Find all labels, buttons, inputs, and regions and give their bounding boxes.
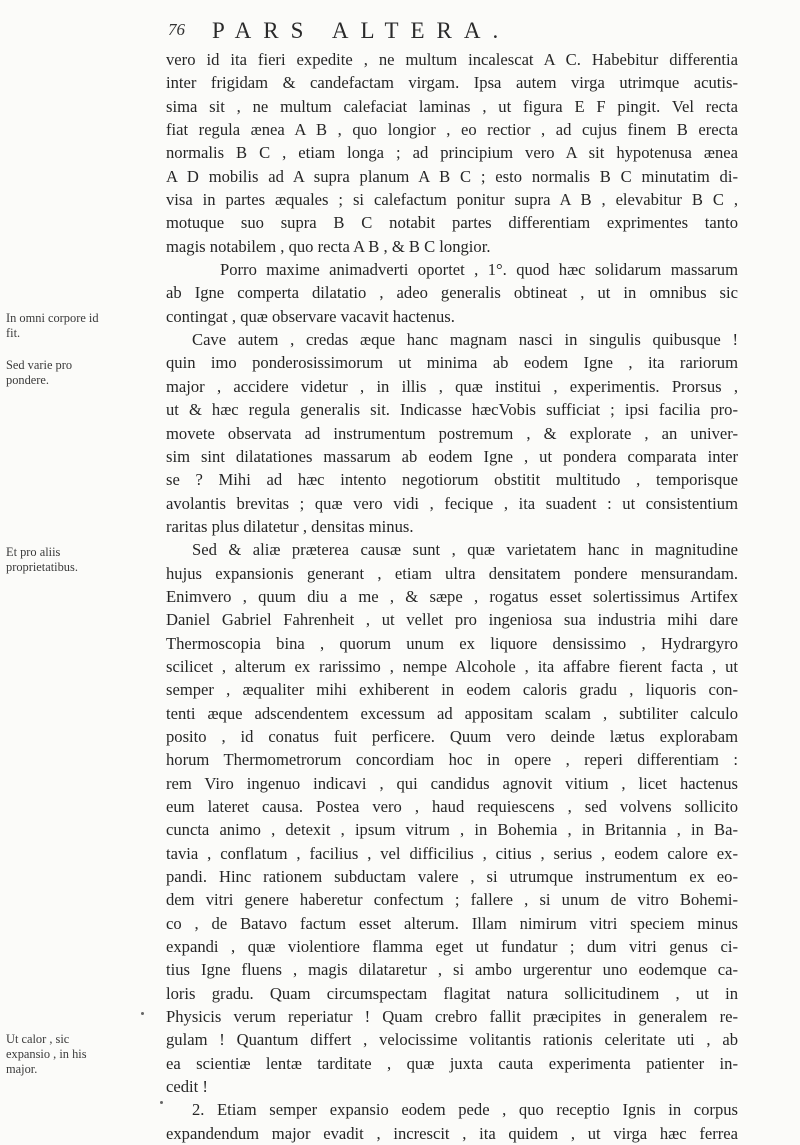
text-line: Daniel Gabriel Fahrenheit , ut vellet pro ingeniosa sua industria mihi dare — [166, 610, 738, 630]
text-line: Cave autem , credas æque hanc magnam nasci in singulis quibusque ! — [192, 330, 738, 350]
text-line: ab Igne comperta dilatatio , adeo generalis obtineat , ut in omnibus sic — [166, 283, 738, 303]
text-line: eum lateret causa. Postea vero , haud requiescens , sed volvens sollicito — [166, 797, 738, 816]
text-line: contingat , quæ observare vacavit hactenus. — [166, 306, 455, 326]
text-line: sim sint dilatationes massarum ab eodem Igne , ut pondera comparata inter — [166, 446, 738, 466]
text-line: rem Viro ingenuo indicavi , qui candidus agnovit vitium , licet hactenus — [166, 773, 738, 793]
text-line: quin imo ponderosissimorum ut minima ab eodem Igne , ita rariorum — [166, 353, 738, 373]
text-line: fiat regula ænea A B , quo longior , eo rectior , ad cujus finem B erecta — [166, 120, 738, 140]
margin-note-varie-pondere: Sed varie pro pondere. — [6, 358, 73, 387]
text-line: hujus expansionis generant , etiam ultra densitatem pondere mensurandam. — [166, 563, 738, 583]
text-line: co , de Batavo factum esset alterum. Illam nimirum vitri speciem minus — [166, 913, 738, 933]
text-line: inter frigidam & candefactam virgam. Ipsa autem virga utrimque acutis- — [166, 73, 738, 93]
page-number: 76 — [168, 20, 185, 39]
text-line: Thermoscopia bina , quorum unum ex liquore densissimo , Hydrargyro — [166, 633, 738, 653]
text-line: cuncta animo , detexit , ipsum vitrum , in Bohemia , in Britannia , in Ba- — [166, 820, 738, 840]
text-line: semper , æqualiter mihi exhiberent in eodem caloris gradu , liquoris con- — [166, 680, 738, 700]
text-line: scilicet , alterum ex rarissimo , nempe Alcohole , ita affabre fierent facta , ut — [166, 656, 738, 676]
text-line: tavia , conflatum , facilius , vel difficilius , citius , serius , eodem calore ex- — [166, 843, 738, 863]
text-line: se ? Mihi ad hæc intento negotiorum obstitit multitudo , temporisque — [166, 470, 738, 490]
text-line: sima sit , ne multum calefaciat laminas , ut figura E F pingit. Vel recta — [166, 96, 738, 116]
text-line: Sed & aliæ præterea causæ sunt , quæ varietatem hanc in magnitudine — [192, 540, 738, 560]
ink-speck — [141, 1012, 144, 1015]
text-line: 2. Etiam semper expansio eodem pede , quo receptio Ignis in corpus — [192, 1100, 738, 1120]
body-text — [166, 48, 738, 1145]
text-line: dem vitri genere haberetur confectum ; fallere , si unum de vitro Bohemi- — [166, 890, 738, 910]
text-line: major , accidere videtur , in illis , quæ institui , experimentis. Prorsus , — [166, 376, 738, 396]
text-line: magis notabilem , quo recta A B , & B C longior. — [166, 236, 491, 256]
text-line: A D mobilis ad A supra planum A B C ; esto normalis B C minutatim di- — [166, 166, 738, 186]
text-line: raritas plus dilatetur , densitas minus. — [166, 516, 414, 536]
text-line: expandi , quæ violentiore flamma eget ut fundatur ; dum vitri genus ci- — [166, 937, 738, 957]
text-line: motuque suo supra B C notabit partes differentiam exprimentes tanto — [166, 213, 738, 233]
text-line: pandi. Hinc rationem subductam valere , si utrumque instrumentum ex eo- — [166, 867, 738, 887]
page-header — [168, 18, 728, 44]
text-line: avolantis brevitas ; quæ vero vidi , fecique , ita suadent : ut consistentium — [166, 493, 738, 513]
text-line: Porro maxime animadverti oportet , 1°. quod hæc solidarum massarum — [220, 260, 738, 280]
text-line: ut & hæc regula generalis sit. Indicasse hæcVobis sufficiat ; ipsi facilia pro- — [166, 400, 738, 420]
text-line: cedit ! — [166, 1077, 208, 1097]
margin-note-aliis-proprietatibus: Et pro aliis proprietatibus. — [6, 545, 78, 574]
ink-speck — [160, 1101, 163, 1104]
text-line: movete observata ad instrumentum postremum , & explorate , an univer- — [166, 423, 738, 443]
text-line: Enimvero , quum diu a me , & sæpe , rogatus esset solertissimus Artifex — [166, 586, 738, 606]
margin-note-calor-expansio: Ut calor , sic expansio , in his major. — [6, 1032, 87, 1076]
text-line: horum Thermometrorum concordiam hoc in opere , reperi differentiam : — [166, 750, 738, 770]
text-line: vero id ita fieri expedite , ne multum incalescat A C. Habebitur differentia — [166, 50, 738, 69]
text-line: Physicis verum reperiatur ! Quam crebro fallit præcipites in generalem re- — [166, 1007, 738, 1027]
text-line: gulam ! Quantum differt , velocissime volitantis rationis celeritate uti , ab — [166, 1030, 738, 1050]
text-line: tenti æque adscendentem excessum ad appositam scalam , subtiliter calculo — [166, 703, 738, 723]
text-line: tius Igne fluens , magis dilataretur , si ambo urgerentur uno eodemque ca- — [166, 960, 738, 980]
text-line: posito , id conatus fuit perficere. Quum vero deinde lætus explorabam — [166, 726, 738, 746]
text-line: normalis B C , etiam longa ; ad principium vero A sit hypotenusa ænea — [166, 143, 738, 163]
margin-note-omni-corpore: In omni corpore id fit. — [6, 311, 99, 340]
text-line: ea scientiæ lentæ tarditate , quæ juxta cauta experimenta patienter in- — [166, 1053, 738, 1073]
running-title: PARS ALTERA. — [212, 18, 511, 43]
text-line: loris gradu. Quam circumspectam flagitat natura sollicitudinem , ut in — [166, 983, 738, 1003]
text-line: visa in partes æquales ; si calefactum ponitur supra A B , elevabitur B C , — [166, 190, 738, 210]
text-line: expandendum major evadit , increscit , ita quidem , ut virga hæc ferrea — [166, 1123, 738, 1143]
